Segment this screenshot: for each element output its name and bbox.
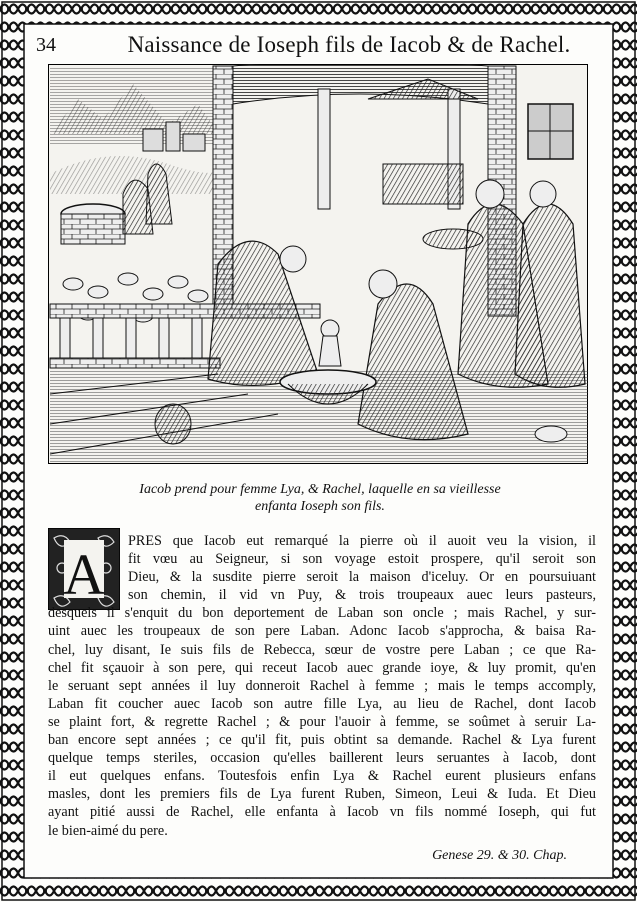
body-line: le bien-aimé du pere. [48,822,168,839]
body-line: uint auec les troupeaux de son pere Laban. Adonc Iacob s'approcha, & baisa Ra- [48,623,596,640]
body-line: ban encore sept années ; ce qu'il fit, puis obtint sa demande. Rachel & Lya furent [48,732,596,749]
scripture-reference: Genese 29. & 30. Chap. [432,848,567,863]
body-line: fit vœu au Seigneur, si son voyage estoit prospere, qu'il seroit son [128,551,596,568]
body-line: il eut quelques enfans. Toutesfois enfin Lya & Rachel eurent plusieurs enfans [48,768,596,785]
body-line: ayant pitié aussi de Rachel, elle enfanta à Iacob vn fils nommé Ioseph, qui fut [48,804,596,821]
body-line: PRES que Iacob eut remarqué la pierre où il auoit veu la vision, il [128,533,596,549]
body-line: son chemin, il vid vn Puy, & trois troupeaux auec leurs pasteurs, [128,587,596,604]
page-number: 34 [36,34,56,56]
body-line: se plaint fort, & regrette Rachel ; & pour l'auoir à femme, se soûmet à seruir La- [48,713,596,730]
body-line: quelque temps steriles, occasion qu'elles baillerent leurs seruantes à Iacob, dont [48,750,596,767]
body-text [48,532,596,840]
body-line: chel, luy disant, Ie suis fils de Rebecca, sœur de vostre pere Laban ; ce que Ra- [48,641,596,658]
page-header [36,30,602,66]
body-line: Laban fit coucher auec Iacob son autre fille Lya, au lieu de Rachel, dont Iacob [48,695,596,712]
body-line: Dieu, & la susdite pierre seroit la maison d'iceluy. Or en poursuiuant [128,569,596,586]
drop-cap-letter: A [63,542,105,607]
body-line: desquels il s'enquit du bon deportement de Laban son oncle ; mais Rachel, y sur- [48,605,596,622]
woodcut-illustration [48,64,588,464]
body-line: chel fit sçauoir à son pere, qui receut Iacob auec grande ioye, & luy promit, qu'en [48,659,596,676]
illustration-caption [60,481,580,515]
body-line: masles, dont les premiers fils de Lya furent Ruben, Simeon, Leui & Iuda. Et Dieu [48,786,596,803]
caption-line-1: Iacob prend pour femme Lya, & Rachel, laquelle en sa vieillesse [139,482,501,497]
body-line: le seruant sept années il luy donneroit Rachel à femme ; mais le temps accomply, [48,677,596,694]
caption-line-2: enfanta Ioseph son fils. [255,499,385,514]
page-title: Naissance de Ioseph fils de Iacob & de Rachel. [127,32,571,57]
